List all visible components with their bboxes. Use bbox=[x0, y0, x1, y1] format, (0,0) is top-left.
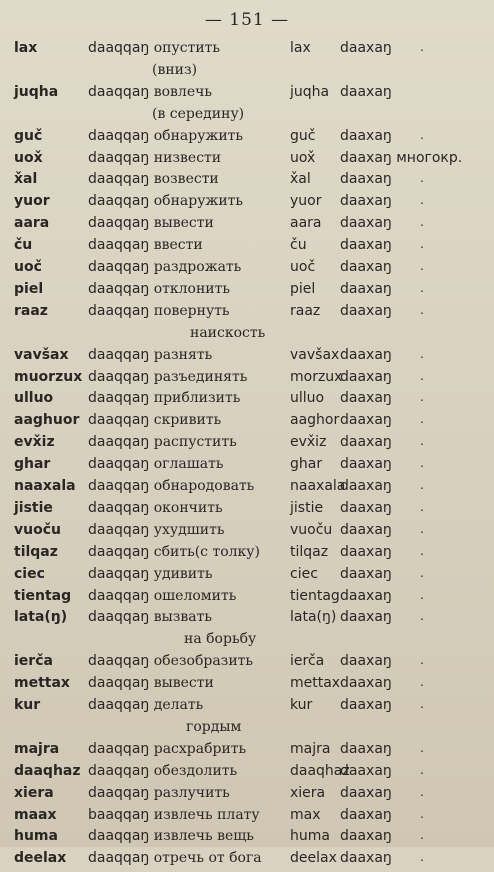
entry-word: xiera bbox=[14, 784, 54, 801]
entry-gloss: вовлечь bbox=[153, 83, 212, 100]
entry-root: uox̌ bbox=[290, 149, 316, 166]
entry-translation bbox=[88, 741, 246, 757]
entry-translation bbox=[88, 785, 230, 801]
page-number: — 151 — bbox=[204, 10, 290, 30]
entry-mark: . bbox=[420, 456, 424, 471]
entry-gloss: отклонить bbox=[153, 280, 231, 297]
entry-translation bbox=[88, 456, 223, 472]
entry-mark: . bbox=[420, 697, 424, 711]
entry-verb: daaqqaŋ bbox=[88, 193, 150, 210]
entry-translation bbox=[88, 544, 260, 560]
entry-mark: . bbox=[420, 434, 424, 449]
entry-gloss: оглашать bbox=[153, 456, 224, 473]
entry-mark: . bbox=[420, 653, 424, 668]
entry-gloss: разъединять bbox=[153, 368, 248, 385]
entry-word: jistie bbox=[14, 499, 53, 516]
entry-stem: daaxaŋ bbox=[340, 83, 392, 100]
entry-stem: daaxaŋ bbox=[340, 521, 392, 538]
entry-stem: daaxaŋ bbox=[340, 543, 392, 560]
entry-root: aaghor bbox=[290, 412, 340, 429]
entry-gloss: расхрабрить bbox=[153, 740, 247, 757]
entry-translation bbox=[88, 390, 240, 406]
entry-mark: . bbox=[420, 565, 424, 580]
entry-stem: daaxaŋ bbox=[340, 368, 392, 385]
entry-verb: daaqqaŋ bbox=[88, 587, 150, 604]
dictionary-entry bbox=[0, 850, 494, 872]
entry-translation bbox=[88, 259, 241, 275]
entry-stem: daaxaŋ bbox=[340, 237, 392, 254]
entry-gloss: разлучить bbox=[153, 784, 230, 801]
entry-gloss: сбить(с толку) bbox=[153, 543, 260, 560]
entry-word: raaz bbox=[14, 302, 48, 319]
dictionary-entry bbox=[0, 390, 494, 412]
dictionary-entry bbox=[0, 347, 494, 369]
dictionary-entry bbox=[0, 653, 494, 675]
entry-gloss: ухудшить bbox=[153, 521, 225, 538]
entry-translation bbox=[88, 566, 213, 582]
entry-root: raaz bbox=[290, 302, 321, 319]
entry-translation bbox=[88, 588, 236, 604]
entry-gloss: делать bbox=[153, 697, 204, 713]
entry-word: x̌al bbox=[14, 171, 38, 188]
entry-root: xiera bbox=[290, 784, 326, 801]
entry-translation bbox=[88, 150, 221, 166]
entry-mark: . bbox=[420, 127, 424, 142]
entry-root: majra bbox=[290, 740, 331, 757]
entry-translation bbox=[88, 609, 212, 625]
entry-verb: daaqqaŋ bbox=[88, 675, 150, 692]
entry-translation bbox=[88, 522, 224, 538]
entry-mark: . bbox=[420, 259, 424, 273]
entry-verb: daaqqaŋ bbox=[88, 653, 150, 670]
entry-mark: . bbox=[420, 171, 424, 186]
entry-verb: daaqqaŋ bbox=[88, 609, 150, 626]
dictionary-entry bbox=[0, 40, 494, 62]
entry-word: daaqhaz bbox=[14, 762, 81, 779]
entry-translation bbox=[88, 303, 230, 319]
entry-word: piel bbox=[14, 280, 44, 297]
entry-mark: . bbox=[420, 193, 424, 208]
entry-gloss: опустить bbox=[153, 40, 221, 56]
entry-stem: daaxaŋ bbox=[340, 193, 392, 210]
dictionary-entry bbox=[0, 412, 494, 434]
entry-stem: daaxaŋ bbox=[340, 171, 392, 188]
entry-root: vavšax bbox=[290, 346, 340, 363]
entry-gloss: извлечь плату bbox=[153, 806, 260, 823]
entry-word: ciec bbox=[14, 565, 45, 582]
entry-mark: . bbox=[420, 40, 424, 54]
entry-word: tientag bbox=[14, 587, 72, 604]
entry-word: muorzux bbox=[14, 368, 83, 385]
entry-gloss: удивить bbox=[153, 565, 213, 582]
entry-gloss: возвести bbox=[153, 171, 219, 188]
entry-verb: daaqqaŋ bbox=[88, 499, 150, 516]
entry-stem: daaxaŋ bbox=[340, 850, 392, 867]
dictionary-entry bbox=[0, 193, 494, 215]
entry-word: majra bbox=[14, 740, 60, 757]
entry-root: juqha bbox=[290, 83, 330, 100]
entry-mark: . bbox=[420, 806, 424, 821]
dictionary-entry bbox=[0, 434, 494, 456]
entry-stem: daaxaŋ bbox=[340, 653, 392, 670]
entry-mark: . bbox=[420, 587, 424, 602]
entry-stem: daaxaŋ bbox=[340, 280, 392, 297]
entry-gloss: вывести bbox=[153, 675, 214, 692]
entry-root: ghar bbox=[290, 456, 323, 473]
entry-translation bbox=[88, 369, 247, 385]
entry-root: piel bbox=[290, 280, 316, 297]
entry-gloss: обнаружить bbox=[153, 127, 244, 144]
entry-translation bbox=[88, 500, 223, 516]
entry-stem: daaxaŋ bbox=[340, 565, 392, 582]
entry-root: lax bbox=[290, 40, 311, 56]
entry-root: mettax bbox=[290, 675, 341, 692]
entry-verb: daaqqaŋ bbox=[88, 40, 150, 56]
entry-verb: daaqqaŋ bbox=[88, 259, 150, 275]
gloss-continuation: (вниз) bbox=[152, 61, 198, 78]
entry-stem: daaxaŋ bbox=[340, 40, 392, 56]
dictionary-entry bbox=[0, 303, 494, 325]
entry-gloss: отречь от бога bbox=[153, 850, 262, 867]
entry-verb: daaqqaŋ bbox=[88, 697, 150, 713]
entry-mark: . bbox=[420, 346, 424, 361]
gloss-continuation: на борьбу bbox=[184, 631, 257, 648]
entry-stem: daaxaŋ bbox=[340, 412, 392, 429]
entry-root: evx̌iz bbox=[290, 434, 327, 451]
entry-verb: daaqqaŋ bbox=[88, 237, 150, 254]
entry-word: ghar bbox=[14, 456, 51, 473]
entry-translation bbox=[88, 237, 203, 253]
entry-stem: daaxaŋ bbox=[340, 127, 392, 144]
dictionary-entry bbox=[0, 478, 494, 500]
entry-stem: daaxaŋ bbox=[340, 259, 392, 275]
entry-translation bbox=[88, 215, 214, 231]
entry-gloss: низвести bbox=[153, 149, 222, 166]
entry-word: uox̌ bbox=[14, 149, 43, 166]
entry-gloss: обезобразить bbox=[153, 653, 254, 670]
entry-mark: . bbox=[420, 390, 424, 405]
entry-stem: daaxaŋ bbox=[340, 478, 392, 494]
dictionary-entry bbox=[0, 588, 494, 610]
entry-word: vavšax bbox=[14, 346, 69, 363]
entry-word: aara bbox=[14, 215, 50, 232]
dictionary-entry bbox=[0, 828, 494, 850]
dictionary-entry bbox=[0, 566, 494, 588]
entry-gloss: обнародовать bbox=[153, 478, 255, 494]
dictionary-entry bbox=[0, 215, 494, 237]
entry-verb: daaqqaŋ bbox=[88, 171, 150, 188]
dictionary-entry bbox=[0, 456, 494, 478]
entry-root: aara bbox=[290, 215, 322, 232]
entry-word: kur bbox=[14, 697, 41, 713]
entry-root: vuoču bbox=[290, 521, 333, 538]
entry-word: ču bbox=[14, 237, 33, 254]
entry-gloss: приблизить bbox=[153, 390, 241, 407]
dictionary-entry bbox=[0, 500, 494, 522]
entry-verb: daaqqaŋ bbox=[88, 280, 150, 297]
entry-stem: daaxaŋ bbox=[340, 302, 392, 319]
entry-stem: daaxaŋ bbox=[340, 456, 392, 473]
entry-root: tilqaz bbox=[290, 543, 329, 560]
entry-gloss: вызвать bbox=[153, 609, 212, 626]
entry-gloss: ввести bbox=[153, 237, 203, 254]
entry-translation bbox=[88, 412, 221, 428]
dictionary-entry bbox=[0, 785, 494, 807]
gloss-continuation: (в середину) bbox=[152, 105, 245, 122]
entry-gloss: окончить bbox=[153, 499, 223, 516]
entry-verb: daaqqaŋ bbox=[88, 434, 150, 451]
entry-stem: daaxaŋ bbox=[340, 215, 392, 232]
entry-root: deelax bbox=[290, 850, 337, 867]
entry-verb: daaqqaŋ bbox=[88, 850, 150, 867]
entry-verb: daaqqaŋ bbox=[88, 478, 150, 494]
entry-gloss: раздрожать bbox=[153, 259, 242, 275]
entry-verb: daaqqaŋ bbox=[88, 543, 150, 560]
dictionary-entry bbox=[0, 741, 494, 763]
entry-root: lata(ŋ) bbox=[290, 609, 337, 626]
entry-mark: . bbox=[420, 740, 424, 755]
entry-stem: daaxaŋ bbox=[340, 697, 392, 713]
entry-stem: daaxaŋ bbox=[340, 784, 392, 801]
entry-translation bbox=[88, 653, 253, 669]
entry-verb: daaqqaŋ bbox=[88, 565, 150, 582]
entry-verb: daaqqaŋ bbox=[88, 828, 150, 845]
entry-verb: daaqqaŋ bbox=[88, 368, 150, 385]
entry-root: tientag bbox=[290, 587, 340, 604]
entry-word: huma bbox=[14, 828, 58, 845]
dictionary-entry bbox=[0, 128, 494, 150]
dictionary-entry bbox=[0, 609, 494, 631]
gloss-continuation: наискость bbox=[190, 324, 266, 341]
entry-verb: daaqqaŋ bbox=[88, 456, 150, 473]
entry-translation bbox=[88, 40, 220, 56]
dictionary-entry bbox=[0, 522, 494, 544]
entry-root: ulluo bbox=[290, 390, 325, 407]
entry-word: ulluo bbox=[14, 390, 54, 407]
entry-verb: daaqqaŋ bbox=[88, 346, 150, 363]
entry-word: vuoču bbox=[14, 521, 61, 538]
entry-word: juqha bbox=[14, 83, 59, 100]
entry-root: uoč bbox=[290, 259, 316, 275]
entry-mark: . bbox=[420, 215, 424, 230]
entry-gloss: вывести bbox=[153, 215, 214, 232]
entry-verb: daaqqaŋ bbox=[88, 740, 150, 757]
entry-mark: . bbox=[420, 237, 424, 252]
entry-mark: . bbox=[420, 675, 424, 690]
entry-root: ciec bbox=[290, 565, 318, 582]
entry-stem: daaxaŋ bbox=[340, 587, 392, 604]
entry-verb: daaqqaŋ bbox=[88, 762, 150, 779]
entry-verb: daaqqaŋ bbox=[88, 83, 150, 100]
entry-stem: daaxaŋ bbox=[340, 828, 392, 845]
entry-stem: daaxaŋ bbox=[340, 346, 392, 363]
dictionary-entry bbox=[0, 259, 494, 281]
entry-verb: daaqqaŋ bbox=[88, 215, 150, 232]
entry-verb: daaqqaŋ bbox=[88, 784, 150, 801]
gloss-continuation: гордым bbox=[186, 718, 242, 735]
entry-stem: daaxaŋ bbox=[340, 499, 392, 516]
entry-mark: . bbox=[420, 521, 424, 536]
entry-word: naaxala bbox=[14, 478, 76, 494]
entry-verb: daaqqaŋ bbox=[88, 390, 150, 407]
entry-root: naaxala bbox=[290, 478, 346, 494]
entry-translation bbox=[88, 850, 262, 866]
entry-verb: daaqqaŋ bbox=[88, 127, 150, 144]
entry-word: lata(ŋ) bbox=[14, 609, 68, 626]
entry-root: ču bbox=[290, 237, 307, 254]
entry-verb: daaqqaŋ bbox=[88, 412, 150, 429]
entry-mark: . bbox=[420, 499, 424, 514]
entry-stem: daaxaŋ bbox=[340, 740, 392, 757]
dictionary-entry bbox=[0, 697, 494, 719]
entry-mark: . bbox=[420, 762, 424, 777]
dictionary-entry bbox=[0, 369, 494, 391]
entry-root: guč bbox=[290, 127, 316, 144]
entry-root: ierča bbox=[290, 653, 325, 670]
dictionary-entry bbox=[0, 544, 494, 566]
entry-translation bbox=[88, 828, 254, 844]
entry-stem: daaxaŋ bbox=[340, 806, 392, 823]
entry-translation bbox=[88, 281, 230, 297]
entry-word: maax bbox=[14, 806, 57, 823]
entry-word: ierča bbox=[14, 653, 53, 670]
entry-word: uoč bbox=[14, 259, 42, 275]
entry-mark: . bbox=[420, 478, 424, 492]
entry-word: evx̌iz bbox=[14, 434, 55, 451]
entry-translation bbox=[88, 763, 237, 779]
entry-translation bbox=[88, 807, 260, 823]
entry-word: guč bbox=[14, 127, 43, 144]
entry-translation bbox=[88, 84, 212, 100]
dictionary-entry bbox=[0, 150, 494, 172]
dictionary-entry bbox=[0, 237, 494, 259]
entry-translation bbox=[88, 347, 212, 363]
entry-gloss: ошеломить bbox=[153, 587, 237, 604]
entry-mark: . bbox=[420, 784, 424, 799]
entry-translation bbox=[88, 675, 214, 691]
entry-stem: daaxaŋ bbox=[340, 609, 392, 626]
dictionary-entry bbox=[0, 675, 494, 697]
entry-word: tilqaz bbox=[14, 543, 58, 560]
entry-gloss: обездолить bbox=[153, 762, 238, 779]
entry-verb: baaqqaŋ bbox=[88, 806, 150, 823]
entry-mark: . bbox=[420, 828, 424, 843]
entry-root: huma bbox=[290, 828, 330, 845]
entry-root: jistie bbox=[290, 499, 324, 516]
entry-mark: . bbox=[420, 850, 424, 865]
entry-word: lax bbox=[14, 40, 38, 56]
entry-translation bbox=[88, 128, 243, 144]
dictionary-entry bbox=[0, 807, 494, 829]
dictionary-entry bbox=[0, 171, 494, 193]
entry-translation bbox=[88, 697, 203, 713]
entry-stem: daaxaŋ многокр. bbox=[340, 149, 463, 166]
entry-word: yuor bbox=[14, 193, 50, 210]
entry-translation bbox=[88, 478, 254, 494]
entry-verb: daaqqaŋ bbox=[88, 149, 150, 166]
entry-root: daaqhaz bbox=[290, 762, 350, 779]
entry-translation bbox=[88, 193, 243, 209]
entry-gloss: разнять bbox=[153, 346, 213, 363]
entry-word: deelax bbox=[14, 850, 67, 867]
entry-root: kur bbox=[290, 697, 313, 713]
dictionary-entry bbox=[0, 84, 494, 106]
entry-stem: daaxaŋ bbox=[340, 434, 392, 451]
entry-verb: daaqqaŋ bbox=[88, 302, 150, 319]
entry-word: aaghuor bbox=[14, 412, 80, 429]
entry-mark: . bbox=[420, 280, 424, 295]
dictionary-entry bbox=[0, 763, 494, 785]
entry-stem: daaxaŋ bbox=[340, 762, 392, 779]
entry-gloss: обнаружить bbox=[153, 193, 244, 210]
entry-translation bbox=[88, 434, 237, 450]
entry-mark: . bbox=[420, 412, 424, 427]
entry-root: x̌al bbox=[290, 171, 311, 188]
entry-gloss: извлечь вещь bbox=[153, 828, 254, 845]
entry-stem: daaxaŋ bbox=[340, 390, 392, 407]
dictionary-entry bbox=[0, 281, 494, 303]
entry-gloss: повернуть bbox=[153, 302, 230, 319]
entry-word: mettax bbox=[14, 675, 70, 692]
entry-verb: daaqqaŋ bbox=[88, 521, 150, 538]
entry-root: max bbox=[290, 806, 321, 823]
entry-mark: . bbox=[420, 609, 424, 624]
entry-root: morzux bbox=[290, 368, 343, 385]
entry-translation bbox=[88, 171, 219, 187]
entry-stem: daaxaŋ bbox=[340, 675, 392, 692]
entry-mark: . bbox=[420, 302, 424, 317]
entry-root: yuor bbox=[290, 193, 322, 210]
entry-gloss: распустить bbox=[153, 434, 237, 451]
entry-mark: . bbox=[420, 543, 424, 558]
entry-mark: . bbox=[420, 368, 424, 383]
entry-gloss: скривить bbox=[153, 412, 222, 429]
